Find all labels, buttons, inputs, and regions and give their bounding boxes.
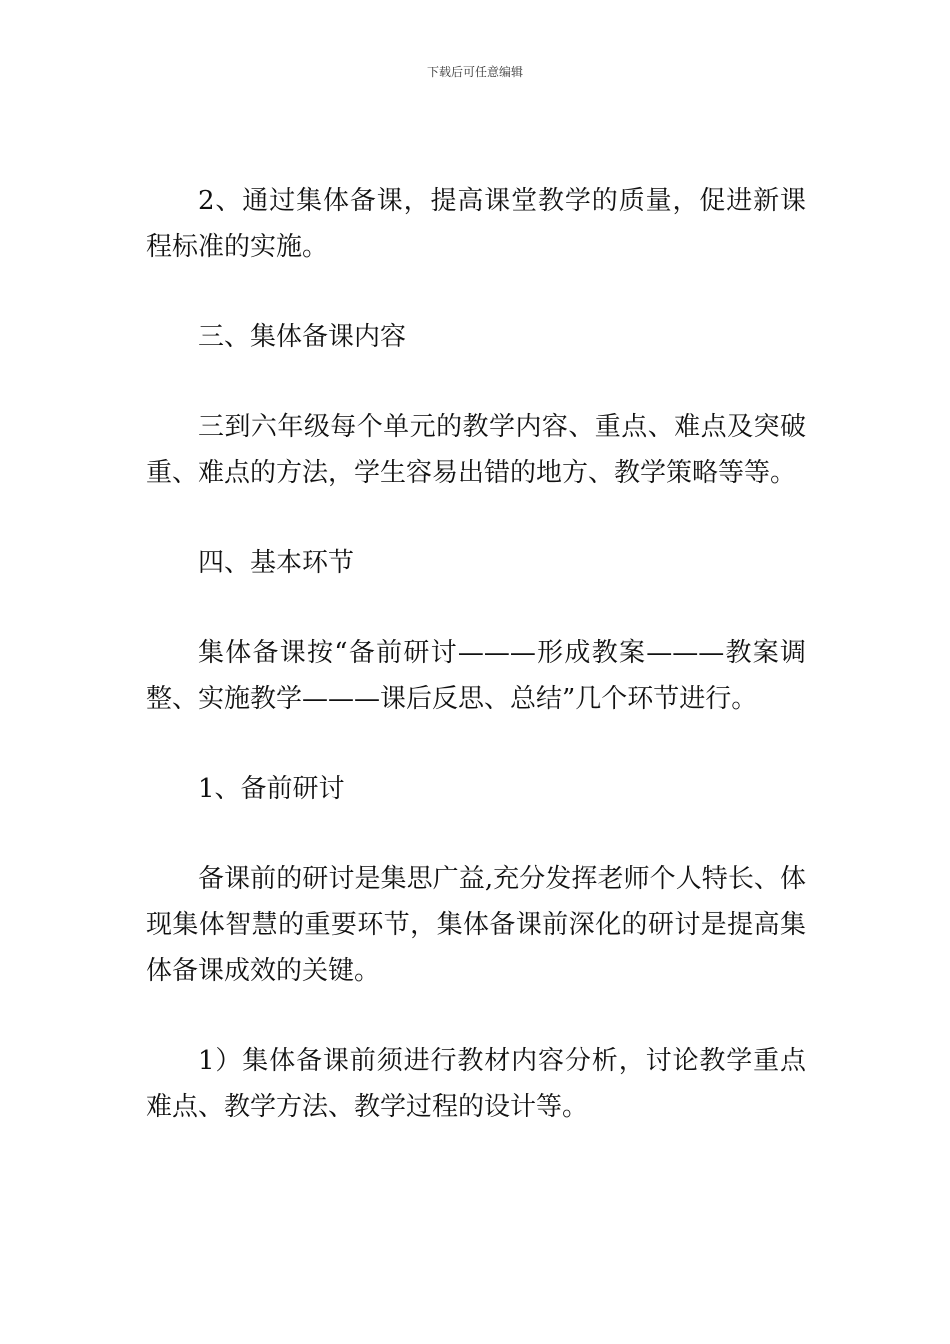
paragraph-pre-discussion: 备课前的研讨是集思广益,充分发挥老师个人特长、体现集体智慧的重要环节，集体备课前深化的研讨是提高集体备课成效的关键。	[146, 864, 806, 986]
subheading-pre-discussion: 1、备前研讨	[198, 774, 345, 804]
document-body	[146, 178, 806, 1174]
paragraph-content: 三到六年级每个单元的教学内容、重点、难点及突破重、难点的方法，学生容易出错的地方、教学策略等等。	[146, 412, 806, 488]
section-heading-content: 三、集体备课内容	[198, 322, 407, 352]
paragraph-steps: 集体备课按“备前研讨———形成教案———教案调整、实施教学———课后反思、总结”几个环节进行。	[146, 638, 806, 714]
paragraph-item-1: 1）集体备课前须进行教材内容分析，讨论教学重点难点、教学方法、教学过程的设计等。	[146, 1046, 806, 1122]
paragraph-objective-2: 2、通过集体备课，提高课堂教学的质量，促进新课程标准的实施。	[146, 186, 806, 262]
page-header: 下载后可任意编辑	[426, 65, 523, 79]
section-heading-steps: 四、基本环节	[198, 548, 355, 578]
